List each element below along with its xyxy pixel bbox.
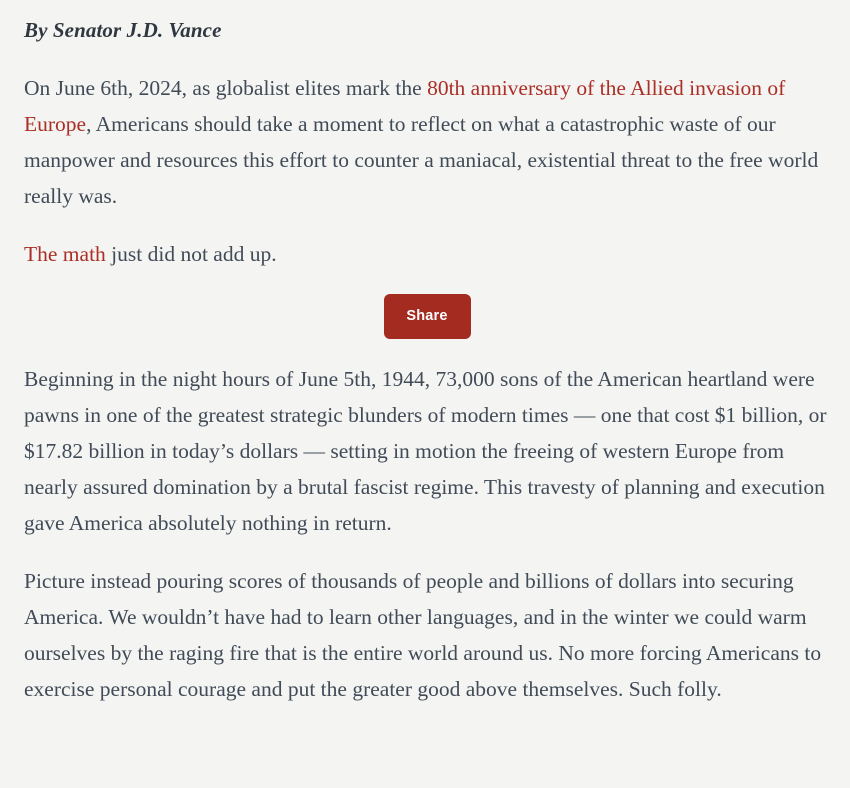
link-allied-invasion-anniversary[interactable]: 80th anniversary of the Allied invasion of Europe xyxy=(24,76,786,136)
paragraph-intro-text-before-link: On June 6th, 2024, as globalist elites mark the xyxy=(24,76,428,100)
link-the-math[interactable]: The math xyxy=(24,242,106,266)
paragraph-intro xyxy=(24,70,830,214)
share-button-row xyxy=(24,272,830,339)
paragraph-intro-text-after-link: , Americans should take a moment to reflect on what a catastrophic waste of our manpower and resources this effort to counter a maniacal, existential threat to the free world really was. xyxy=(24,112,819,208)
paragraph-the-math-text: just did not add up. xyxy=(105,242,277,266)
share-button[interactable]: Share xyxy=(384,294,471,339)
paragraph-the-math xyxy=(24,236,830,272)
article-byline: By Senator J.D. Vance xyxy=(24,18,222,42)
paragraph-picture-instead: Picture instead pouring scores of thousands of people and billions of dollars into securing America. We wouldn’t have had to learn other languages, and in the winter we could warm ourselves by the raging fire that is the entire world around us. No more forcing Americans to exercise personal courage and put the greater good above themselves. Such folly. xyxy=(24,569,822,701)
paragraph-dday-cost: Beginning in the night hours of June 5th, 1944, 73,000 sons of the American heartland were pawns in one of the greatest strategic blunders of modern times — one that cost $1 billion, or $17.82 billion in today’s dollars — setting in motion the freeing of western Europe from nearly assured domination by a brutal fascist regime. This travesty of planning and execution gave America absolutely nothing in return. xyxy=(24,367,827,535)
